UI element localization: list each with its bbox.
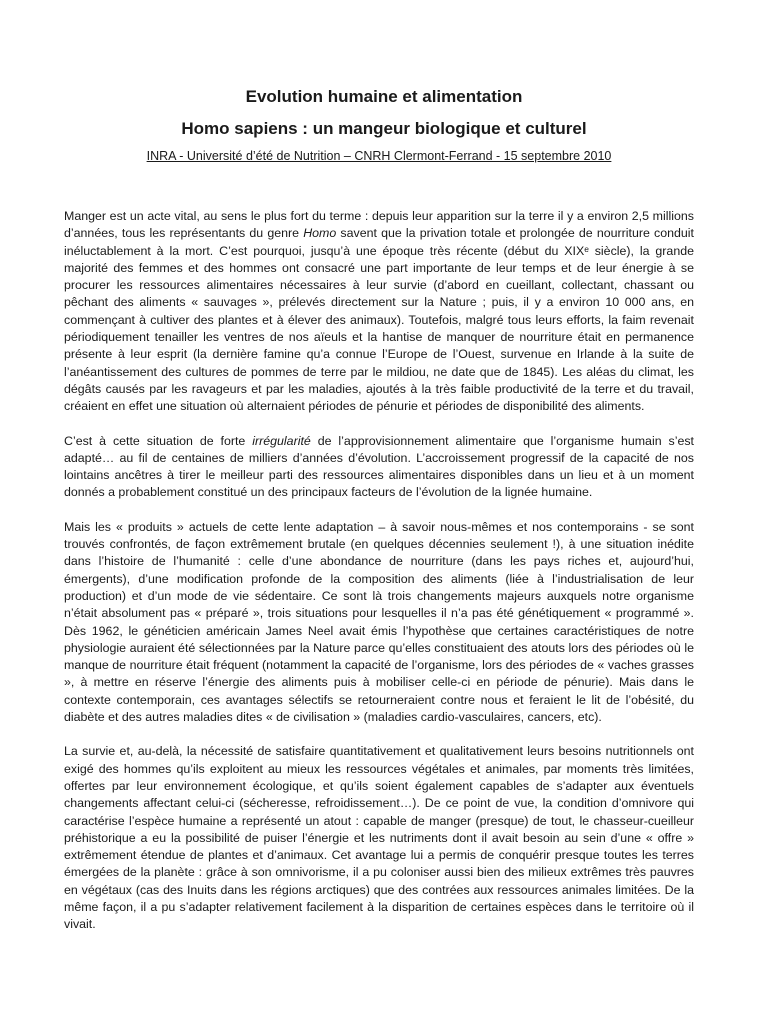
conference-line: INRA - Université d’été de Nutrition – CNRH Clermont-Ferrand - 15 septembre 2010: [146, 149, 612, 163]
document-subtitle: Homo sapiens : un mangeur biologique et culturel: [181, 119, 587, 138]
body-text: [64, 208, 694, 951]
document-title: Evolution humaine et alimentation: [245, 87, 523, 106]
paragraph-1: [64, 208, 694, 416]
emphasis-text: irrégularité: [252, 433, 311, 448]
paragraph-text: de l’approvisionnement alimentaire que l’organisme humain s’est adapté… au fil de centaines de milliers d’années d’évolution. L’accroissement progressif de la capacité de nos lointains ancêtres à tirer le meilleur parti des ressources alimentaires disponibles dans un lieu et à un moment donnés a probablement constitué un des principaux facteurs de l’évolution de la lignée humaine.: [64, 433, 694, 500]
paragraph-2: [64, 433, 694, 502]
paragraph-text: Mais les « produits » actuels de cette lente adaptation – à savoir nous-mêmes et nos contemporains - se sont trouvés confrontés, de façon extrêmement brutale (en quelques décennies seulement !), à une situation inédite dans l’histoire de l’humanité : celle d’une abondance de nourriture (dans les pays riches et, aujourd’hui, émergents), d’une modification profonde de la composition des aliments (liée à l’industrialisation de leur production) et d’un mode de vie sédentaire. Ce sont là trois changements majeurs auxquels notre organisme n’était absolument pas « préparé », trois situations pour lesquelles il n’a pas été génétiquement « programmé ». Dès 1962, le généticien américain James Neel avait émis l’hypothèse que certaines caractéristiques de notre physiologie auraient été sélectionnées par la Nature parce qu’elles constituaient des atouts lors des périodes où le manque de nourriture était fréquent (notamment la capacité de l’organisme, lors des périodes de « vaches grasses », à mettre en réserve l’énergie des aliments puis à mobiliser celle-ci en période de pénurie). Mais dans le contexte contemporain, ces avantages sélectifs se retourneraient contre nous et feraient le lit de l’obésité, du diabète et des autres maladies dites « de civilisation » (maladies cardio-vasculaires, cancers, etc).: [64, 519, 694, 725]
emphasis-text: Homo: [303, 226, 337, 241]
paragraph-text: savent que la privation totale et prolongée de nourriture conduit inéluctablement à la mort. C’est pourquoi, jusqu’à une époque très récente (début du XIXᵉ siècle), la grande majorité des femmes et des hommes ont consacré une part importante de leur temps et de leur énergie à se procurer les ressources alimentaires nécessaires à leur survie (d’abord en cueillant, collectant, chassant ou pêchant des aliments « sauvages », prélevés directement sur la Nature ; puis, il y a environ 10 000 ans, en commençant à cultiver des plantes et à élever des animaux). Toutefois, malgré tous leurs efforts, la faim revenait périodiquement tenailler les ventres de nos aïeuls et la hantise de manquer de nourriture était en permanence présente à leur esprit (la dernière famine qu’a connue l’Europe de l’Ouest, survenue en Irlande à la suite de l’anéantissement des cultures de pommes de terre par le mildiou, ne date que de 1845). Les aléas du climat, les dégâts causés par les ravageurs et par les maladies, ajoutés à la très faible productivité de la terre et du travail, créaient en effet une situation où alternaient périodes de pénurie et périodes de disponibilité des aliments.: [64, 226, 694, 414]
paragraph-text: Manger est un acte vital, au sens le plus fort du terme : depuis leur apparition sur la terre il y a environ 2,5 millions d’années, tous les représentants du genre: [64, 209, 694, 241]
paragraph-3: [64, 519, 694, 727]
paragraph-text: La survie et, au-delà, la nécessité de satisfaire quantitativement et qualitativement leurs besoins nutritionnels ont exigé des hommes qu’ils exploitent au mieux les ressources végétales et animales, par moments très limitées, offertes par leur environnement écologique, et qu’ils soient également capables de s’adapter aux éventuels changements affectant celui-ci (sécheresse, refroidissement…). De ce point de vue, la condition d’omnivore qui caractérise l’espèce humaine a représenté un atout : capable de manger (presque) de tout, le chasseur-cueilleur préhistorique a eu la possibilité de puiser l’énergie et les nutriments dont il avait besoin au sein d’une « offre » extrêmement étendue de plantes et d’animaux. Cet avantage lui a permis de conquérir presque toutes les terres émergées de la planète : grâce à son omnivorisme, il a pu coloniser aussi bien des milieux extrêmes très pauvres en végétaux (cas des Inuits dans les régions arctiques) que des contrées aux ressources animales limitées. De la même façon, il a pu s’adapter relativement facilement à la disparition de certaines espèces dans le territoire où il vivait.: [64, 744, 694, 932]
paragraph-4: [64, 743, 694, 933]
paragraph-text: C’est à cette situation de forte: [64, 433, 253, 448]
